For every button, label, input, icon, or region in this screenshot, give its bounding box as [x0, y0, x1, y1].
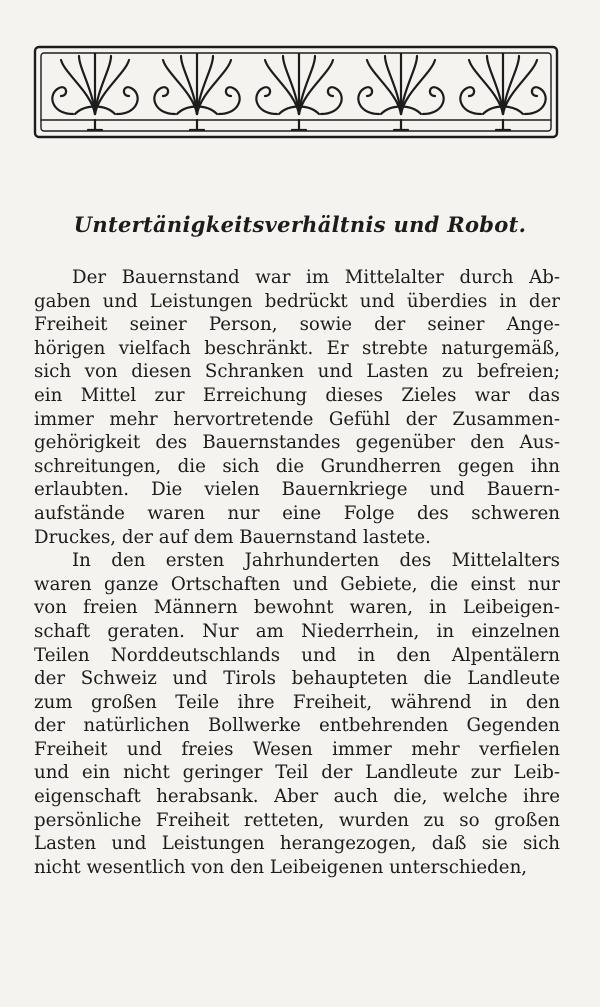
- palmette-motif: [460, 54, 545, 130]
- text-line: Druckes, der auf dem Bauernstand lastete.: [34, 526, 431, 548]
- text-line: hörigen vielfach beschränkt. Er strebte naturgemäß,: [34, 337, 560, 359]
- text-line: Teilen Norddeutschlands und in den Alpentälern: [34, 644, 560, 666]
- text-line: erlaubten. Die vielen Bauernkriege und Bauern-: [34, 479, 560, 501]
- text-line: eigenschaft herabsank. Aber auch die, welche ihre: [34, 786, 560, 808]
- paragraph: [34, 266, 560, 549]
- text-line: der natürlichen Bollwerke entbehrenden Gegenden: [34, 715, 560, 737]
- text-line: zum großen Teile ihre Freiheit, während in den: [34, 691, 560, 713]
- text-line: sich von diesen Schranken und Lasten zu befreien;: [34, 361, 560, 383]
- palmette-motif: [358, 54, 443, 130]
- text-line: Der Bauernstand war im Mittelalter durch Ab-: [72, 267, 560, 288]
- text-line: und ein nicht geringer Teil der Landleute zur Leib-: [34, 762, 560, 784]
- text-line: schaft geraten. Nur am Niederrhein, in einzelnen: [34, 620, 560, 642]
- palmette-motif: [52, 54, 137, 130]
- palmette-motif: [256, 54, 341, 130]
- text-line: Lasten und Leistungen herangezogen, daß sie sich: [34, 833, 560, 855]
- palmette-motif: [154, 54, 239, 130]
- chapter-title: Untertänigkeitsverhältnis und Robot.: [73, 212, 527, 237]
- text-line: persönliche Freiheit retteten, wurden zu so großen: [34, 809, 560, 831]
- text-line: immer mehr hervortretende Gefühl der Zusammen-: [34, 408, 560, 430]
- text-line: von freien Männern bewohnt waren, in Leibeigen-: [34, 597, 560, 619]
- text-line: nicht wesentlich von den Leibeigenen unterschieden,: [34, 856, 528, 878]
- text-line: schreitungen, die sich die Grundherren gegen ihn: [34, 455, 560, 477]
- text-line: aufstände waren nur eine Folge des schweren: [34, 502, 560, 524]
- paragraph: [34, 549, 560, 879]
- body-text: [34, 266, 560, 879]
- text-line: der Schweiz und Tirols behaupteten die Landleute: [34, 668, 560, 690]
- text-line: gaben und Leistungen bedrückt und überdies in der: [34, 290, 560, 312]
- text-line: waren ganze Ortschaften und Gebiete, die einst nur: [34, 573, 560, 595]
- text-line: In den ersten Jahrhunderten des Mittelalters: [72, 550, 560, 572]
- text-line: Freiheit seiner Person, sowie der seiner Ange-: [34, 314, 560, 336]
- text-line: Freiheit und freies Wesen immer mehr verfielen: [34, 738, 560, 760]
- floral-ornament-border: [32, 44, 560, 140]
- text-line: ein Mittel zur Erreichung dieses Zieles war das: [34, 384, 560, 406]
- text-line: gehörigkeit des Bauernstandes gegenüber den Aus-: [34, 432, 560, 454]
